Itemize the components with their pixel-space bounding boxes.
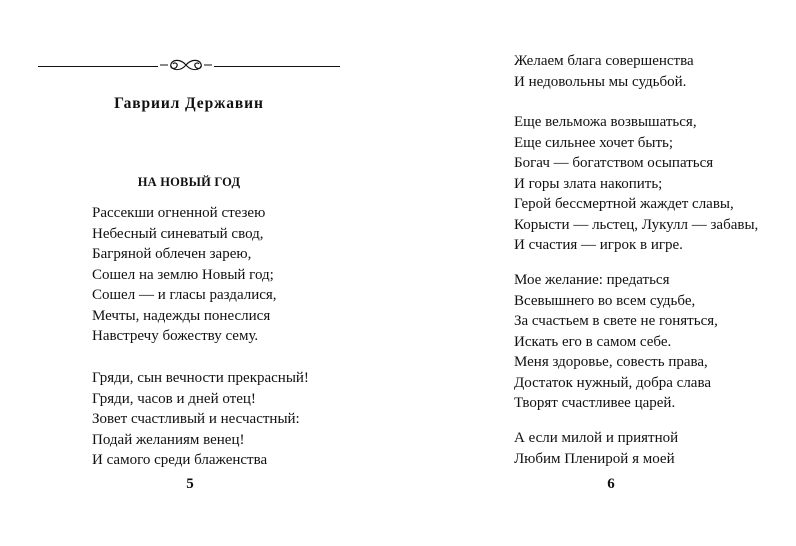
poem-line: Творят счастливее царей. [514, 395, 676, 411]
stanza [514, 51, 694, 92]
poem-line: И горы злата накопить; [514, 175, 663, 192]
poem-line: Всевышнего во всем судьбе, [514, 292, 696, 309]
poem-line: Сошел — и гласы раздалися, [92, 287, 277, 303]
poem-line: Сошел на землю Новый год; [92, 266, 274, 283]
stanza [514, 428, 678, 469]
poem-line: Навстречу божеству сему. [92, 328, 259, 344]
stanza [514, 112, 758, 256]
poem-line: Подай желаниям венец! [92, 431, 245, 448]
poem-line: И недовольны мы судьбой. [514, 73, 687, 90]
author-name: Гавриил Державин [114, 95, 264, 112]
poem-line: За счастьем в свете не гоняться, [514, 313, 718, 329]
poem-line: Рассекши огненной стезею [92, 205, 266, 221]
poem-line: Желаем блага совершенства [514, 53, 694, 69]
poem-line: И самого среди блаженства [92, 452, 268, 468]
poem-line: Небесный синеватый свод, [92, 225, 264, 242]
poem-line: Любим Пленирой я моей [514, 450, 675, 467]
poem-line: Корысти — льстец, Лукулл — забавы, [514, 216, 759, 233]
stanza [92, 368, 309, 471]
poem-line: Мечты, надежды понеслися [92, 307, 271, 324]
poem-line: Гряди, сын вечности прекрасный! [92, 370, 309, 386]
poem-line: Гряди, часов и дней отец! [92, 390, 256, 407]
stanza [92, 203, 277, 347]
stanza [514, 270, 718, 414]
poem-line: А если милой и приятной [514, 430, 679, 446]
poem-line: И счастия — игрок в игре. [514, 237, 683, 253]
poem-line: Искать его в самом себе. [514, 333, 672, 350]
poem-line: Мое желание: предаться [514, 272, 670, 288]
poem-line: Меня здоровье, совесть права, [514, 354, 708, 370]
poem-title: НА НОВЫЙ ГОД [137, 175, 241, 189]
poem-line: Еще вельможа возвышаться, [514, 114, 697, 130]
page-number: 6 [607, 476, 615, 492]
poem-line: Еще сильнее хочет быть; [514, 134, 674, 151]
page-number: 5 [186, 476, 194, 492]
poem-line: Богач — богатством осыпаться [514, 155, 714, 171]
poem-line: Зовет счастливый и несчастный: [92, 411, 300, 427]
poem-line: Багряной облечен зарею, [92, 246, 252, 262]
right-page [398, 0, 796, 546]
flourish-ornament-icon [158, 56, 214, 74]
poem-line: Достаток нужный, добра слава [514, 374, 712, 391]
poem-line: Герой бессмертной жаждет славы, [514, 196, 734, 212]
